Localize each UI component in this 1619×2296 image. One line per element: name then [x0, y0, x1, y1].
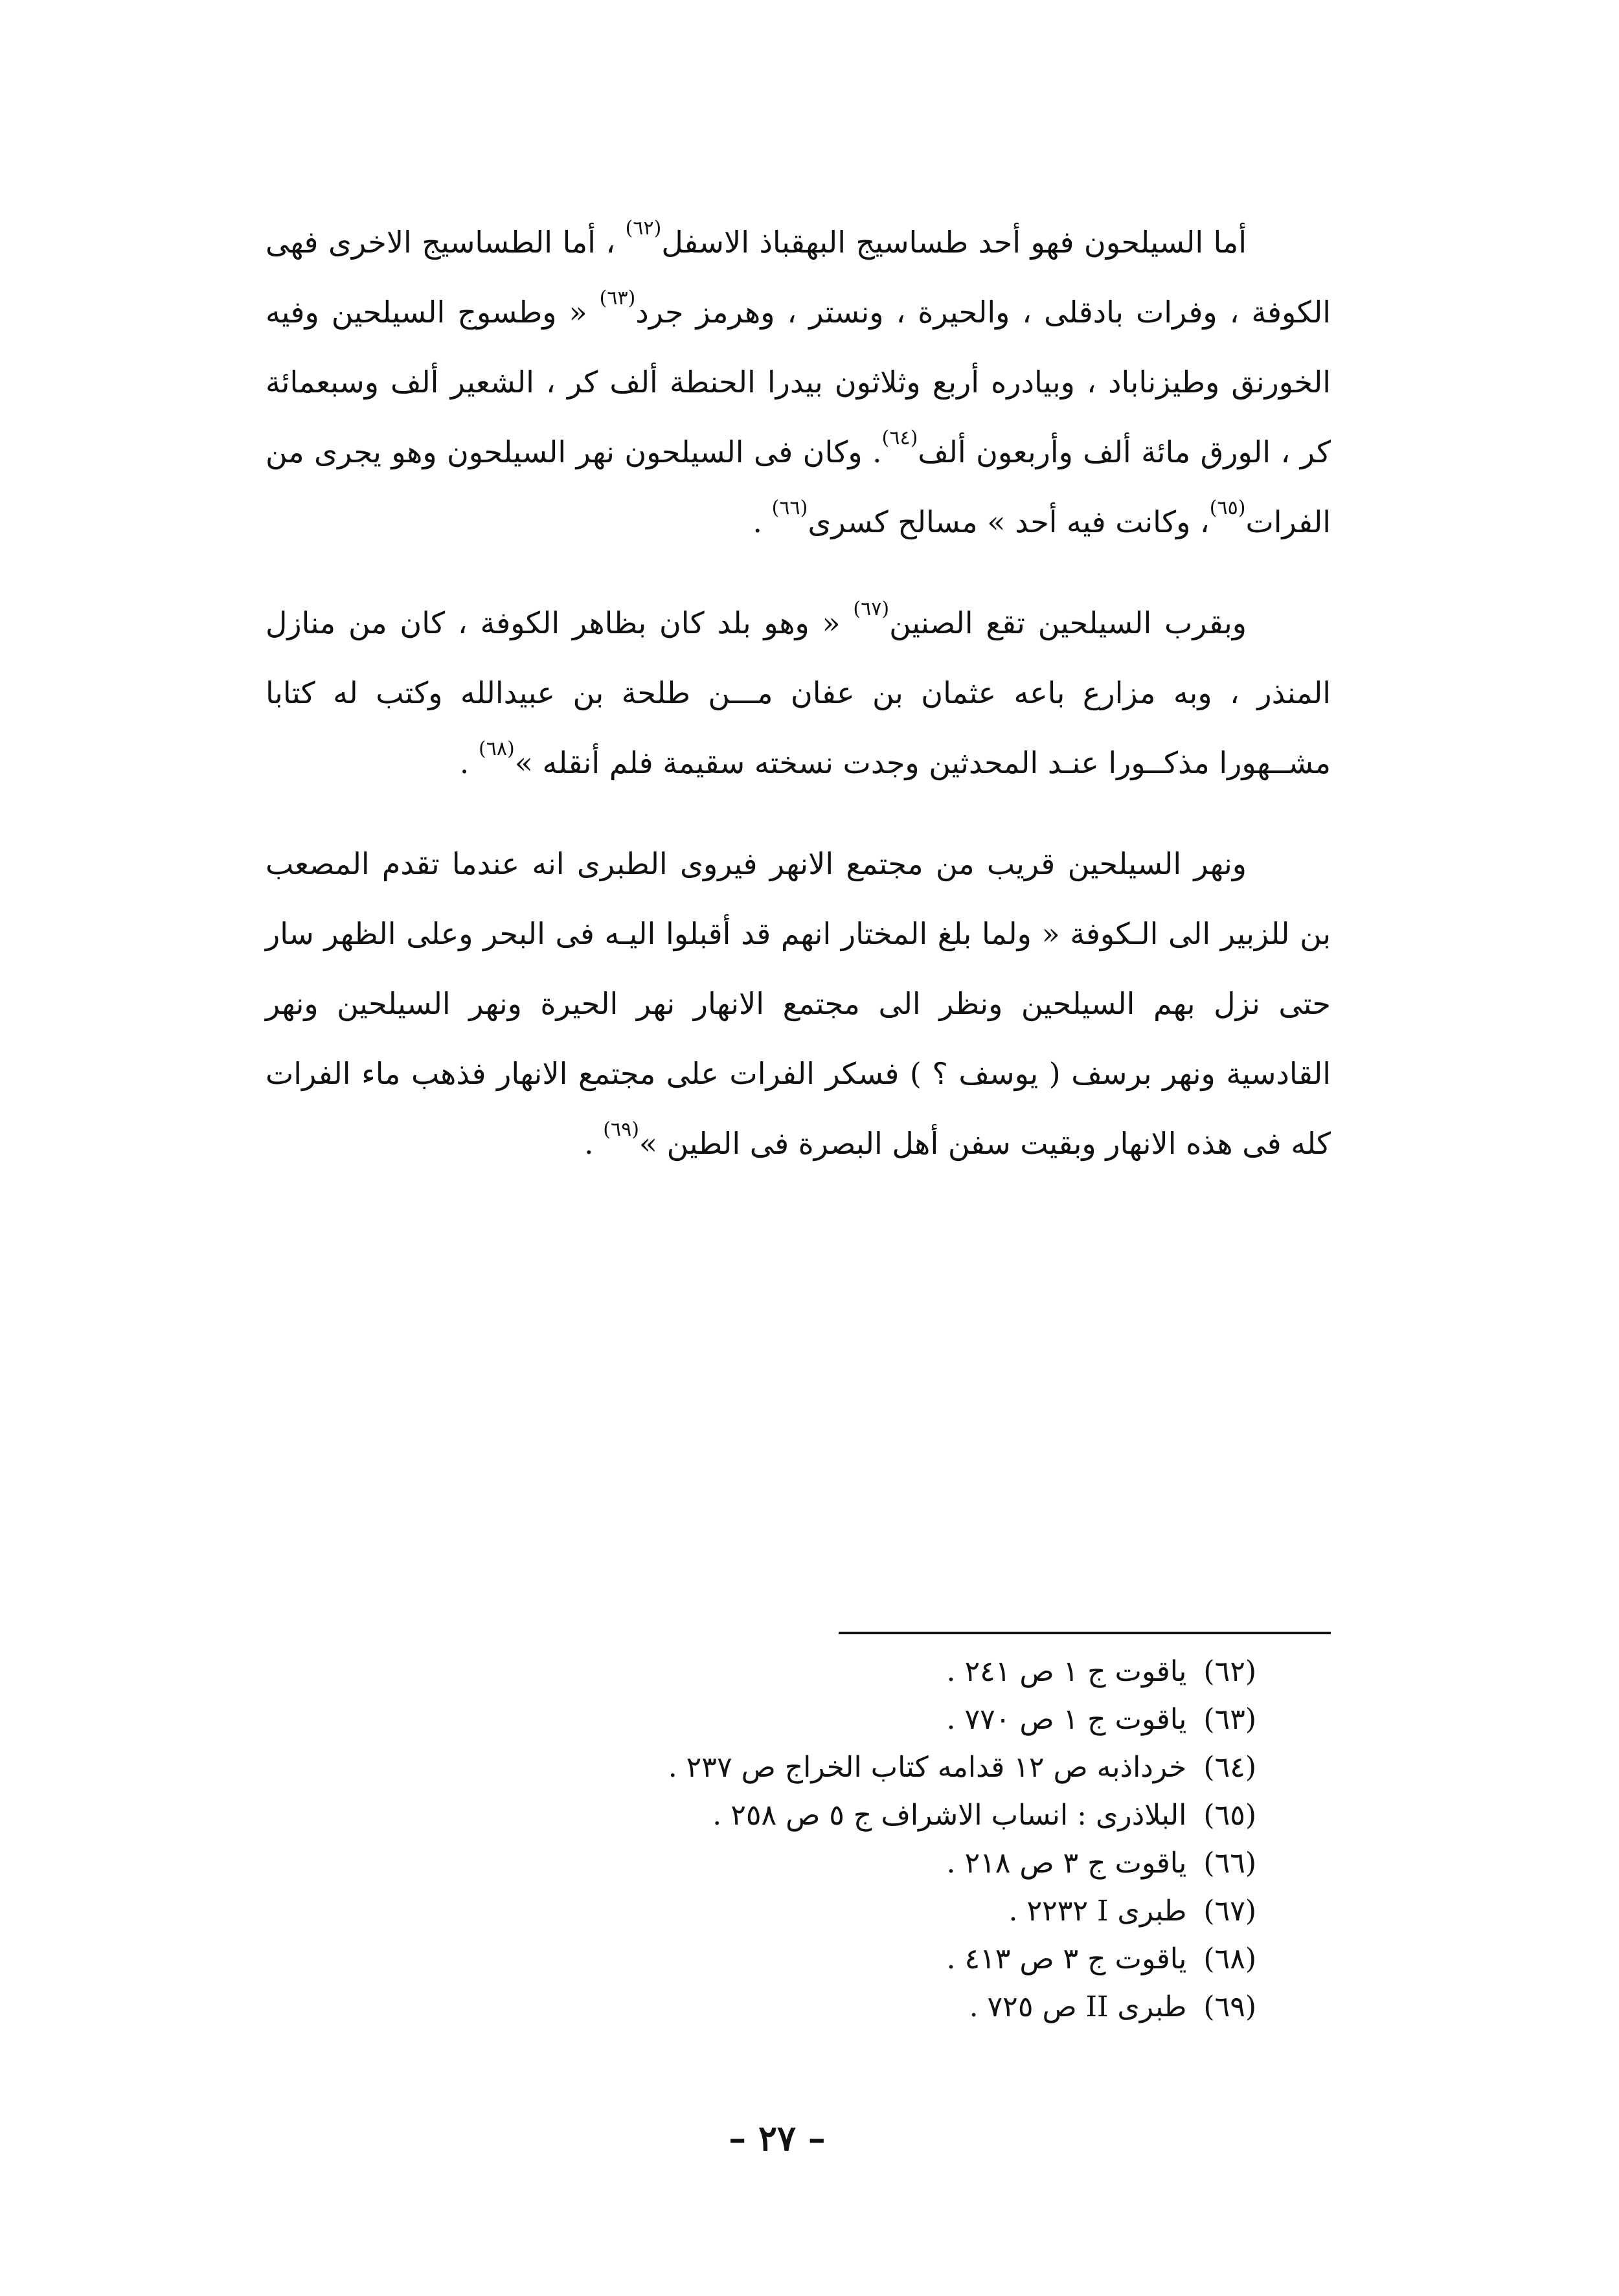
footnote-text: البلاذرى : انساب الاشراف ج ٥ ص ٢٥٨ .: [712, 1799, 1187, 1832]
paragraph: [266, 588, 1331, 798]
footnote-reference: (٦٢): [625, 217, 662, 240]
paragraph-text: ، وكانت فيه أحد » مسالح كسرى: [808, 504, 1210, 539]
paragraph-text: أما السيلحون فهو أحد طساسيج البهقباذ الاسفل: [661, 225, 1247, 260]
footnote-reference: (٦٤): [881, 427, 918, 449]
paragraph: [266, 829, 1331, 1178]
footnote-text: ياقوت ج ١ ص ٧٧٠ .: [946, 1703, 1187, 1736]
footnote-text: ياقوت ج ٣ ص ٢١٨ .: [946, 1847, 1187, 1880]
footnote: [389, 1792, 1256, 1840]
footnote: [389, 1887, 1256, 1935]
footnote-reference: (٦٧): [853, 598, 890, 620]
footnote: [389, 1935, 1256, 1983]
footnote-number: (٦٥): [1203, 1799, 1256, 1832]
footnote-text: ياقوت ج ٣ ص ٤١٣ .: [946, 1942, 1187, 1975]
footnote-number: (٦٧): [1203, 1895, 1256, 1928]
footnote-text: ياقوت ج ١ ص ٢٤١ .: [946, 1655, 1187, 1688]
footnote-reference: (٦٥): [1209, 497, 1246, 519]
footnote-number: (٦٦): [1203, 1847, 1256, 1880]
footnote: [389, 1648, 1256, 1696]
body-text: [266, 207, 1331, 1210]
paragraph-text: ، أما الطساسيج الاخرى فهى الكوفة ، وفرات بادقلى ، والحيرة ، ونستر ، وهرمز جرد: [266, 225, 1331, 330]
footnote-number: (٦٩): [1203, 1990, 1256, 2023]
paragraph-text: .: [583, 1126, 604, 1161]
paragraph-text: « وهو بلد كان بظاهر الكوفة ، كان من منازل المنذر ، وبه مزارع باعه عثمان بن عفان مـــن طلحة بن عبيدالله وكتب له كتابا مشــهورا مذكــورا عنـد المحدثين وجدت نسخته سقيمة فلم أنقله »: [266, 605, 1331, 780]
footnote-text: خرداذبه ص ١٢ قدامه كتاب الخراج ص ٢٣٧ .: [668, 1751, 1187, 1784]
paragraph-text: .: [459, 745, 479, 780]
footnote-reference: (٦٩): [603, 1118, 639, 1141]
footnote-number: (٦٤): [1203, 1751, 1256, 1784]
paragraph-text: « وطسوج السيلحين وفيه الخورنق وطيزناباد ، وبيادره أربع وثلاثون بيدرا الحنطة ألف كر ، الشعير ألف وسبعمائة كر ، الورق مائة ألف وأربعون ألف: [266, 295, 1331, 469]
footnote-number: (٦٢): [1203, 1655, 1256, 1688]
footnote: [389, 1983, 1256, 2031]
page-number: – ٢٧ –: [729, 2117, 826, 2159]
footnote: [389, 1840, 1256, 1887]
paragraph: [266, 207, 1331, 557]
footnotes: [389, 1648, 1256, 2031]
footnote-reference: (٦٨): [479, 737, 515, 760]
paragraph-text: ونهر السيلحين قريب من مجتمع الانهر فيروى الطبرى انه عندما تقدم المصعب بن للزبير الى الـكوفة « ولما بلغ المختار انهم قد أقبلوا اليـه فى البحر وعلى الظهر سار حتى نزل بهم السيلحين ونظر الى مجتمع الانهار نهر الحيرة ونهر السيلحين ونهر القادسية ونهر برسف ( يوسف ؟ ) فسكر الفرات على مجتمع الانهار فذهب ماء الفرات كله فى هذه الانهار وبقيت سفن أهل البصرة فى الطين »: [266, 846, 1331, 1161]
footnote-number: (٦٨): [1203, 1942, 1256, 1975]
footnote: [389, 1696, 1256, 1744]
footnote-text: طبرى I ٢٢٣٢ .: [1008, 1895, 1187, 1928]
paragraph-text: . وكان فى السيلحون نهر السيلحون وهو يجرى من الفرات: [266, 434, 1331, 539]
footnote-text: طبرى II ص ٧٢٥ .: [969, 1990, 1187, 2023]
footnote-reference: (٦٣): [599, 287, 636, 310]
paragraph-text: .: [753, 504, 772, 539]
footnote-divider: [839, 1632, 1331, 1634]
footnote: [389, 1744, 1256, 1792]
footnote-reference: (٦٦): [771, 497, 808, 519]
footnote-number: (٦٣): [1203, 1703, 1256, 1736]
paragraph-text: وبقرب السيلحين تقع الصنين: [889, 605, 1247, 640]
